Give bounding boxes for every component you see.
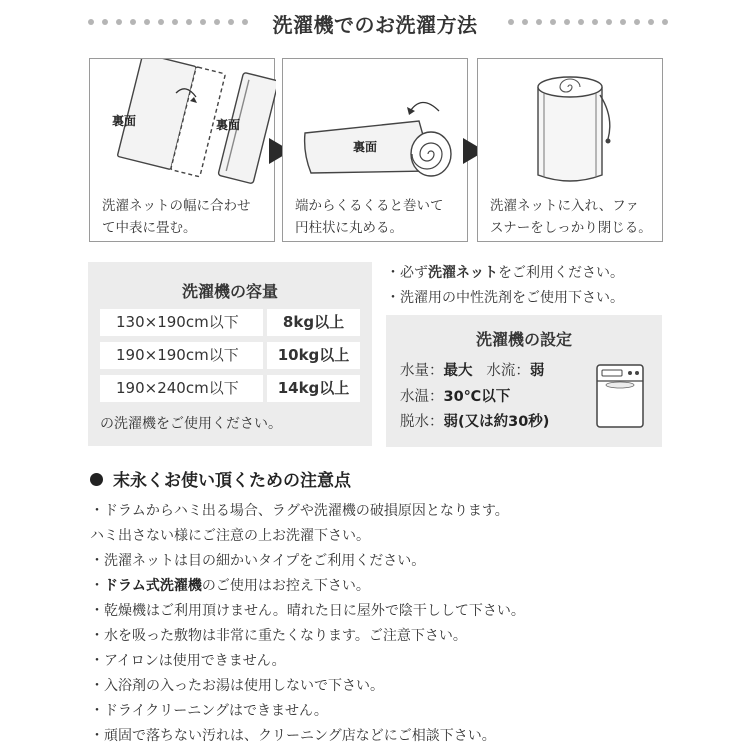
step-1-text-line2: て中表に畳む。 bbox=[102, 220, 197, 236]
caution-item: ・ドラムからハミ出る場合、ラグや洗濯機の破損原因となります。 bbox=[90, 503, 509, 519]
caution-item: ・ドラム式洗濯機のご使用はお控え下さい。 bbox=[90, 578, 370, 594]
caution-item: ハミ出さない様にご注意の上お洗濯下さい。 bbox=[90, 528, 370, 544]
capacity-row bbox=[100, 375, 360, 402]
header-dots-right bbox=[508, 19, 668, 25]
capacity-size: 190×190cm以下 bbox=[100, 342, 263, 369]
caution-item: ・ドライクリーニングはできません。 bbox=[90, 703, 328, 719]
note-laundry-net: ・必ず洗濯ネットをご利用ください。 bbox=[386, 265, 624, 281]
capacity-weight: 14kg以上 bbox=[267, 375, 360, 402]
caution-item: ・頑固で落ちない汚れは、クリーニング店などにご相談下さい。 bbox=[90, 728, 496, 744]
caution-item: ・洗濯ネットは目の細かいタイプをご利用ください。 bbox=[90, 553, 426, 569]
back-label: 裏面 bbox=[353, 140, 378, 154]
step-2-text-line1: 端からくるくると巻いて bbox=[295, 198, 444, 214]
caution-item: ・水を吸った敷物は非常に重たくなります。ご注意下さい。 bbox=[90, 628, 467, 644]
step-3-text-line2: スナーをしっかり閉じる。 bbox=[490, 220, 652, 236]
capacity-title: 洗濯機の容量 bbox=[181, 282, 278, 301]
settings-panel bbox=[386, 315, 662, 447]
bullet-icon bbox=[90, 473, 103, 486]
back-label-1: 裏面 bbox=[112, 114, 137, 128]
settings-spin-line: 脱水：弱(又は約30秒) bbox=[400, 414, 550, 430]
capacity-panel bbox=[88, 262, 372, 446]
capacity-row bbox=[100, 342, 360, 369]
note-detergent: ・洗濯用の中性洗剤をご使用下さい。 bbox=[386, 290, 624, 306]
caution-title: 末永くお使い頂くための注意点 bbox=[90, 466, 351, 491]
caution-item: ・アイロンは使用できません。 bbox=[90, 653, 286, 669]
step-fold bbox=[89, 58, 275, 242]
step-2-text-line2: 円柱状に丸める。 bbox=[295, 220, 403, 236]
caution-item: ・入浴剤の入ったお湯は使用しないで下さい。 bbox=[90, 678, 384, 694]
capacity-row bbox=[100, 309, 360, 336]
capacity-note: の洗濯機をご使用ください。 bbox=[100, 416, 282, 432]
step-1-text-line1: 洗濯ネットの幅に合わせ bbox=[102, 198, 251, 214]
back-label-2: 裏面 bbox=[216, 118, 241, 132]
capacity-weight: 10kg以上 bbox=[267, 342, 360, 369]
settings-water-line: 水量：最大 水流：弱 bbox=[400, 363, 545, 379]
capacity-weight: 8kg以上 bbox=[267, 309, 360, 336]
settings-title: 洗濯機の設定 bbox=[475, 330, 572, 349]
capacity-size: 190×240cm以下 bbox=[100, 375, 263, 402]
caution-item: ・乾燥機はご利用頂けません。晴れた日に屋外で陰干しして下さい。 bbox=[90, 603, 525, 619]
step-net bbox=[477, 58, 663, 242]
settings-temp-line: 水温：30℃以下 bbox=[400, 389, 511, 405]
washing-machine-icon bbox=[592, 361, 648, 433]
step-3-text-line1: 洗濯ネットに入れ、ファ bbox=[490, 198, 640, 214]
page-title: 洗濯機でのお洗濯方法 bbox=[272, 13, 478, 37]
step-roll bbox=[282, 58, 468, 242]
capacity-size: 130×190cm以下 bbox=[100, 309, 263, 336]
